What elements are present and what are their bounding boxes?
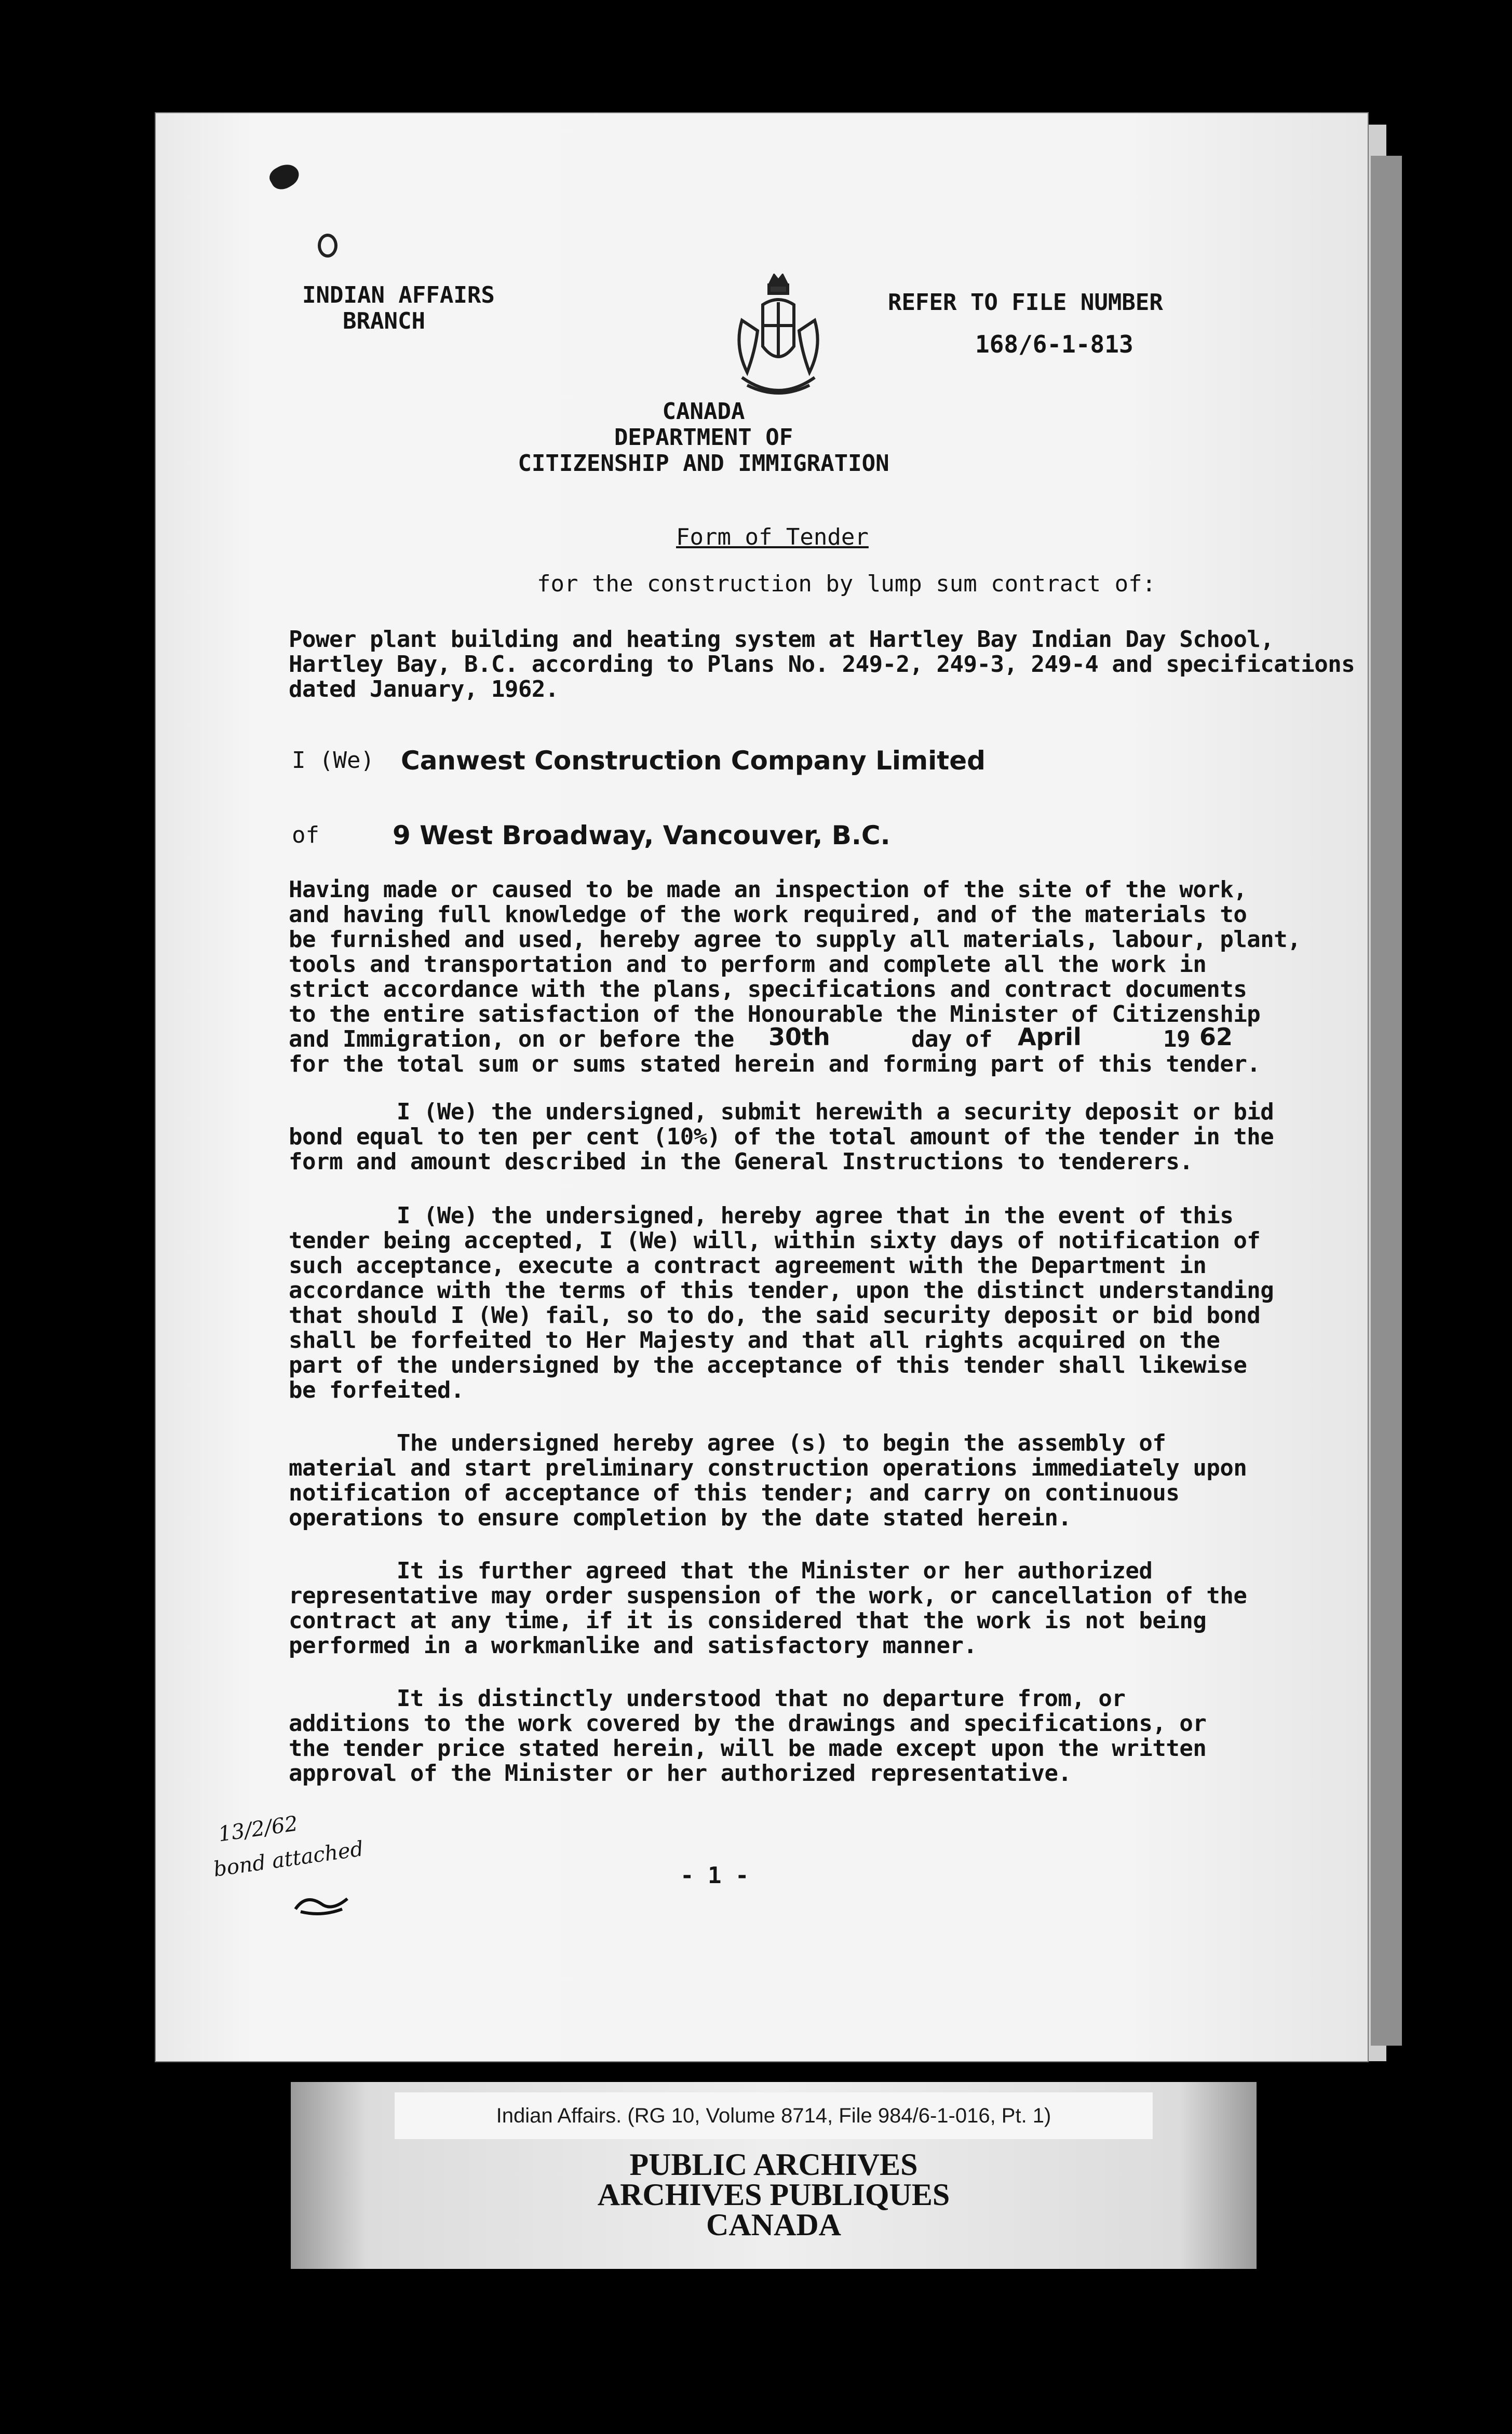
p3-line-2: tender being accepted, I (We) will, within sixty days of notification of bbox=[289, 1227, 1261, 1254]
p5-line-4: performed in a workmanlike and satisfactory manner. bbox=[289, 1632, 977, 1659]
archive-stamp bbox=[291, 2149, 1257, 2240]
p1-line-4: tools and transportation and to perform and complete all the work in bbox=[289, 951, 1207, 978]
p3-line-3: such acceptance, execute a contract agreement with the Department in bbox=[289, 1252, 1207, 1279]
completion-day: 30th bbox=[768, 1023, 830, 1051]
p6-line-2: additions to the work covered by the drawings and specifications, or bbox=[289, 1710, 1207, 1737]
archive-stamp-line-2: ARCHIVES PUBLIQUES bbox=[597, 2178, 950, 2212]
p2-line-1: I (We) the undersigned, submit herewith a security deposit or bid bbox=[289, 1099, 1274, 1125]
coat-of-arms-icon bbox=[706, 264, 810, 394]
p5-line-2: representative may order suspension of the work, or cancellation of the bbox=[289, 1583, 1247, 1609]
address: 9 West Broadway, Vancouver, B.C. bbox=[393, 820, 890, 850]
handwritten-date: 13/2/62 bbox=[217, 1811, 300, 1847]
i-we-label: I (We) bbox=[292, 747, 374, 774]
archive-label bbox=[291, 2082, 1257, 2269]
underlying-page-edge bbox=[1371, 156, 1402, 2046]
document-page bbox=[156, 113, 1368, 2061]
handwritten-note: bond attached bbox=[212, 1836, 365, 1882]
p3-line-1: I (We) the undersigned, hereby agree that in the event of this bbox=[289, 1202, 1234, 1229]
dept-line-2: DEPARTMENT OF bbox=[614, 424, 793, 451]
project-line-3: dated January, 1962. bbox=[289, 676, 559, 702]
p4-line-4: operations to ensure completion by the date stated herein. bbox=[289, 1505, 1072, 1531]
dept-line-1: CANADA bbox=[662, 398, 745, 425]
p5-line-1: It is further agreed that the Minister or her authorized bbox=[289, 1558, 1153, 1584]
project-line-2: Hartley Bay, B.C. according to Plans No. 249-2, 249-3, 249-4 and specifications bbox=[289, 651, 1355, 678]
day-of-label: day of bbox=[911, 1026, 992, 1052]
of-label: of bbox=[292, 822, 319, 848]
archive-stamp-line-3: CANADA bbox=[706, 2208, 841, 2242]
archive-reference: Indian Affairs. (RG 10, Volume 8714, File 984/6-1-016, Pt. 1) bbox=[395, 2092, 1153, 2139]
p1-line-7-prefix: and Immigration, on or before the bbox=[289, 1026, 734, 1052]
company-name: Canwest Construction Company Limited bbox=[401, 746, 986, 776]
p3-line-8: be forfeited. bbox=[289, 1377, 464, 1403]
p2-line-3: form and amount described in the General Instructions to tenderers. bbox=[289, 1148, 1193, 1175]
form-subtitle: for the construction by lump sum contract of: bbox=[537, 571, 1156, 597]
punch-hole bbox=[318, 234, 338, 258]
p4-line-2: material and start preliminary construction operations immediately upon bbox=[289, 1455, 1247, 1481]
dept-line-3: CITIZENSHIP AND IMMIGRATION bbox=[518, 450, 889, 477]
branch-line-2: BRANCH bbox=[343, 308, 425, 334]
staple-mark bbox=[266, 159, 303, 194]
year-prefix: 19 bbox=[1163, 1026, 1190, 1052]
p3-line-7: part of the undersigned by the acceptance of this tender shall likewise bbox=[289, 1352, 1247, 1378]
p1-line-6: to the entire satisfaction of the Honourable the Minister of Citizenship bbox=[289, 1001, 1261, 1027]
p1-line-5: strict accordance with the plans, specifications and contract documents bbox=[289, 976, 1247, 1003]
p3-line-4: accordance with the terms of this tender, upon the distinct understanding bbox=[289, 1277, 1274, 1304]
completion-month: April bbox=[1018, 1023, 1082, 1051]
p5-line-3: contract at any time, if it is considered that the work is not being bbox=[289, 1607, 1207, 1634]
p1-line-3: be furnished and used, hereby agree to supply all materials, labour, plant, bbox=[289, 926, 1301, 953]
branch-line-1: INDIAN AFFAIRS bbox=[302, 282, 495, 308]
p4-line-1: The undersigned hereby agree (s) to begin the assembly of bbox=[289, 1430, 1166, 1456]
p3-line-5: that should I (We) fail, so to do, the said security deposit or bid bond bbox=[289, 1302, 1261, 1329]
p6-line-4: approval of the Minister or her authorized representative. bbox=[289, 1760, 1072, 1787]
p1-line-2: and having full knowledge of the work required, and of the materials to bbox=[289, 901, 1247, 928]
p1-last-line: for the total sum or sums stated herein and forming part of this tender. bbox=[289, 1051, 1261, 1077]
form-title: Form of Tender bbox=[676, 524, 869, 550]
p6-line-3: the tender price stated herein, will be made except upon the written bbox=[289, 1735, 1207, 1762]
file-number: 168/6-1-813 bbox=[975, 330, 1133, 358]
archive-stamp-line-1: PUBLIC ARCHIVES bbox=[629, 2147, 918, 2182]
p3-line-6: shall be forfeited to Her Majesty and that all rights acquired on the bbox=[289, 1327, 1220, 1354]
page-number: - 1 - bbox=[680, 1862, 749, 1889]
completion-year: 62 bbox=[1199, 1023, 1233, 1051]
p6-line-1: It is distinctly understood that no departure from, or bbox=[289, 1685, 1126, 1712]
p4-line-3: notification of acceptance of this tender; and carry on continuous bbox=[289, 1480, 1180, 1506]
p2-line-2: bond equal to ten per cent (10%) of the total amount of the tender in the bbox=[289, 1124, 1274, 1150]
refer-label: REFER TO FILE NUMBER bbox=[888, 289, 1163, 316]
p1-line-1: Having made or caused to be made an inspection of the site of the work, bbox=[289, 876, 1247, 903]
handwritten-initials bbox=[270, 1878, 353, 1931]
project-line-1: Power plant building and heating system at Hartley Bay Indian Day School, bbox=[289, 626, 1274, 653]
